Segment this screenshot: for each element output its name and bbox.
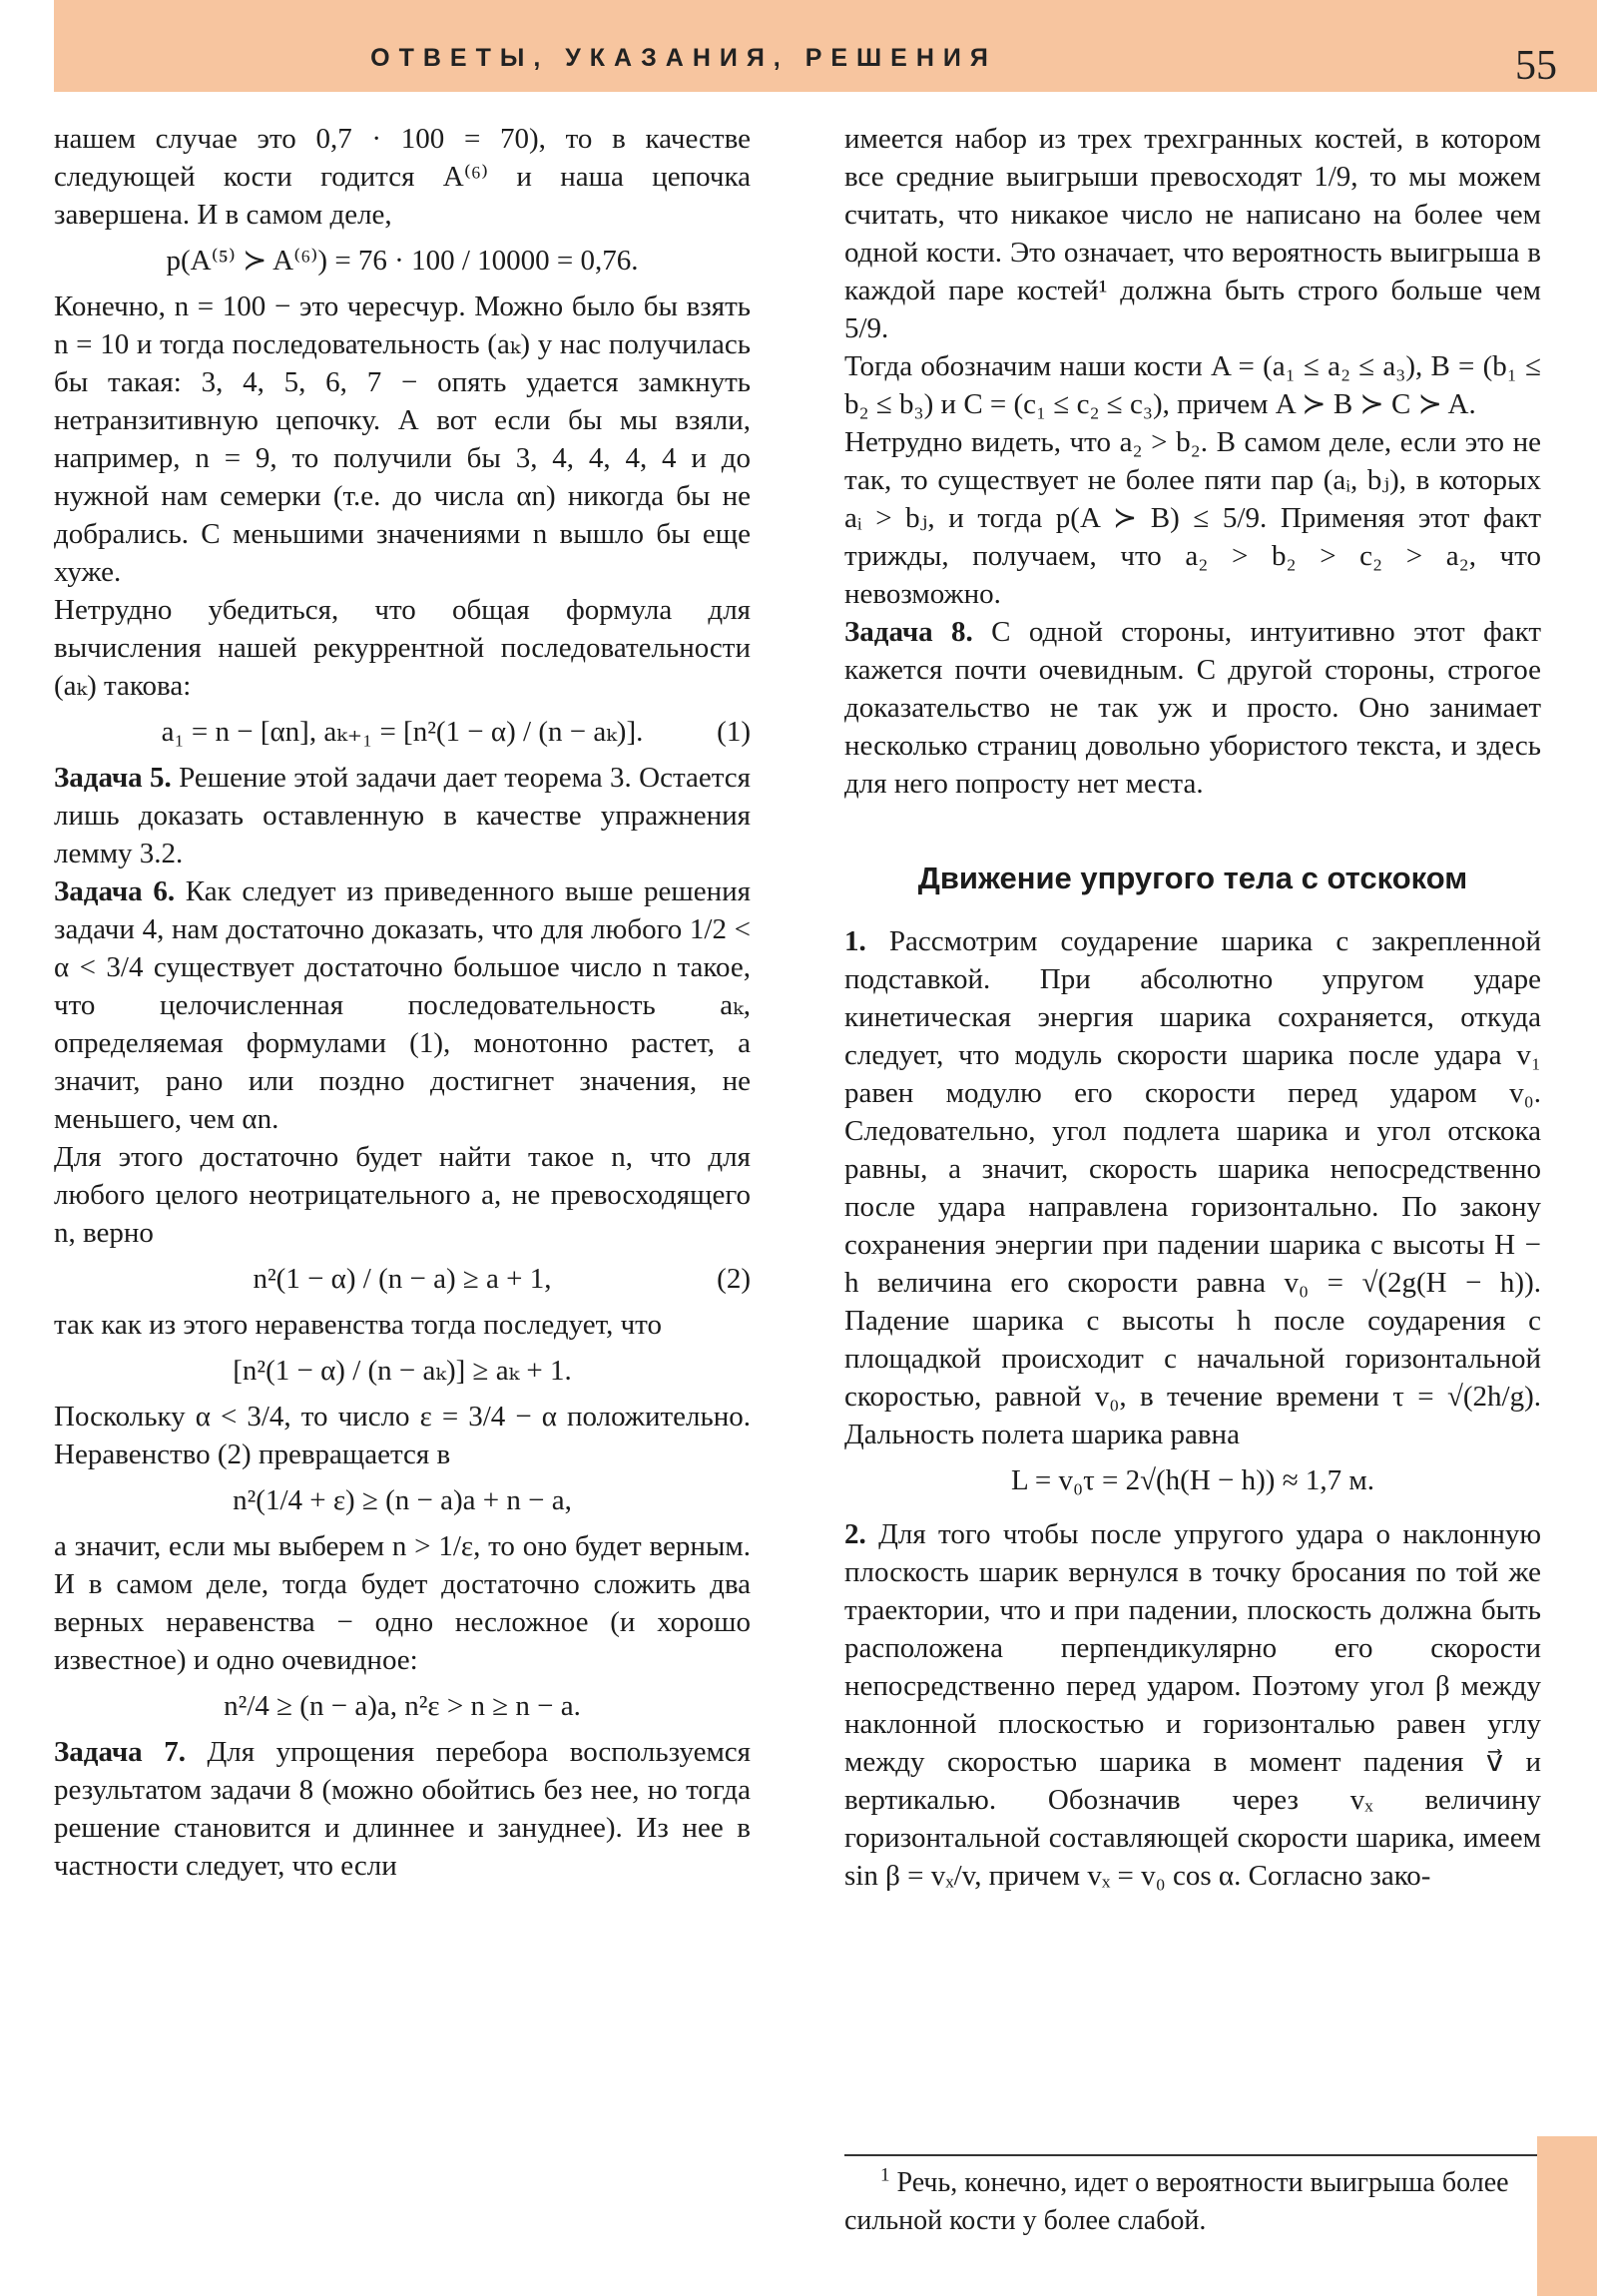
formula-4 [54,1481,751,1519]
formula-2-number: (2) [717,1263,751,1295]
formula-2-text: n²(1 − α) / (n − a) ≥ a + 1, [253,1263,552,1295]
footnote-mark: 1 [880,2164,890,2186]
task-8-label: Задача 8. [844,616,973,648]
left-paragraph-2: Конечно, n = 100 − это чересчур. Можно было бы взять n = 10 и тогда последовательность (aₖ) у нас получилась бы такая: 3, 4, 5, 6, 7 − опять удается замкнуть нетранзитивную цепочку. А вот если бы мы взяли, например, n = 9, то получили бы 3, 4, 4, 4, 4 и до нужной нам семерки (т.е. до числа αn) никогда бы не добрались. С меньшими значениями n вышло бы еще хуже. [54,290,751,588]
right-paragraph-1: имеется набор из трех трехгранных костей, в котором все средние выигрыши превосходят 1/9, то мы можем считать, что никакое число не написано на более чем одной кости. Это означает, что вероятность выигрыша в каждой паре костей¹ должна быть строго больше чем 5/9. [844,123,1541,344]
formula-probability [54,242,751,280]
task-6 [54,872,751,1138]
task-8 [844,613,1541,803]
left-paragraph-7: а значит, если мы выберем n > 1/ε, то оно будет верным. И в самом деле, тогда будет достаточно сложить два верных неравенства − одно несложное (и хорошо известное) и одно очевидное: [54,1530,751,1676]
solution-1-text: Рассмотрим соударение шарика с закрепленной подставкой. При абсолютно упругом ударе кинетическая энергия шарика сохраняется, откуда следует, что модуль скорости шарика после удара v₁ равен модулю его скорости перед ударом v₀. Следовательно, угол подлета шарика и угол отскока равны, а значит, скорость шарика непосредственно после удара направлена горизонтально. По закону сохранения энергии при падении шарика с высоты H − h величина его скорости равна v₀ = √(2g(H − h)). Падение шарика с высоты h после соударения с площадкой происходит с начальной горизонтальной скоростью, равной v₀, в течение времени τ = √(2h/g). Дальность полета шарика равна [844,925,1541,1450]
right-column [844,120,1541,1895]
task-6-label: Задача 6. [54,875,176,907]
formula-5 [54,1687,751,1725]
left-paragraph-1: нашем случае это 0,7 · 100 = 70), то в качестве следующей кости годится A⁽⁶⁾ и наша цепочка завершена. И в самом деле, [54,123,751,231]
formula-1 [54,713,751,751]
right-paragraph-3: Нетрудно видеть, что a₂ > b₂. В самом деле, если это не так, то существует не более пяти пар (aᵢ, bⱼ), в которых aᵢ > bⱼ, и тогда p(A ≻ B) ≤ 5/9. Применяя этот факт трижды, получаем, что a₂ > b₂ > c₂ > a₂, что невозможно. [844,426,1541,610]
task-6-text: Как следует из приведенного выше решения задачи 4, нам достаточно доказать, что для любого 1/2 < α < 3/4 существует достаточно большое число n такое, что целочисленная последовательность aₖ, определяемая формулами (1), монотонно растет, а значит, рано или поздно достигнет значения, не меньшего, чем αn. [54,875,751,1135]
task-8-text: С одной стороны, интуитивно этот факт кажется почти очевидным. С другой стороны, строгое доказательство не так уж и просто. Оно занимает несколько страниц довольно убористого текста, и здесь для него попросту нет места. [844,616,1542,800]
running-title: ОТВЕТЫ, УКАЗАНИЯ, РЕШЕНИЯ [370,44,997,72]
task-7-text: Для упрощения перебора воспользуемся результатом задачи 8 (можно обойтись без нее, но тогда решение становится и длиннее и зануднее). Из нее в частности следует, что если [54,1736,752,1882]
formula-3 [54,1352,751,1390]
left-paragraph-6: Поскольку α < 3/4, то число ε = 3/4 − α положительно. Неравенство (2) превращается в [54,1401,751,1470]
formula-distance [844,1461,1541,1499]
solution-1-label: 1. [844,925,866,957]
formula-1-text: a₁ = n − [αn], aₖ₊₁ = [n²(1 − α) / (n − aₖ)]. [161,716,644,748]
left-paragraph-4: Для этого достаточно будет найти такое n, что для любого целого неотрицательного a, не превосходящего n, верно [54,1141,751,1249]
task-5 [54,759,751,872]
formula-probability-text: p(A⁽⁵⁾ ≻ A⁽⁶⁾) = 76 · 100 / 10000 = 0,76. [166,245,639,277]
formula-2 [54,1260,751,1298]
task-7 [54,1733,751,1885]
footnote-rule [844,2154,1541,2156]
section-heading: Движение упругого тела с отскоком [917,861,1468,895]
formula-5-text: n²/4 ≥ (n − a)a, n²ε > n ≥ n − a. [224,1690,581,1722]
footnote [844,2164,1541,2240]
formula-4-text: n²(1/4 + ε) ≥ (n − a)a + n − a, [233,1484,572,1516]
footnote-text: Речь, конечно, идет о вероятности выигрыша более сильной кости у более слабой. [844,2167,1509,2236]
formula-3-text: [n²(1 − α) / (n − aₖ)] ≥ aₖ + 1. [233,1355,572,1387]
left-column [54,120,751,1885]
page-number: 55 [1515,43,1557,89]
left-paragraph-3: Нетрудно убедиться, что общая формула для вычисления нашей рекуррентной последовательности (aₖ) такова: [54,594,751,702]
solution-2-text: Для того чтобы после упругого удара о наклонную плоскость шарик вернулся в точку бросания по той же траектории, что и при падении, плоскость должна быть расположена перпендикулярно его скорости непосредственно перед ударом. Поэтому угол β между наклонной плоскостью и горизонталью равен углу между скоростью шарика в момент падения v⃗ и вертикалью. Обозначив через vₓ величину горизонтальной составляющей скорости шарика, имеем sin β = vₓ/v, причем vₓ = v₀ cos α. Согласно зако- [844,1518,1542,1892]
solution-2-label: 2. [844,1518,866,1550]
right-paragraph-2: Тогда обозначим наши кости A = (a₁ ≤ a₂ ≤ a₃), B = (b₁ ≤ b₂ ≤ b₃) и C = (c₁ ≤ c₂ ≤ c₃), причем A ≻ B ≻ C ≻ A. [844,350,1541,420]
side-tab [1537,2136,1597,2296]
formula-1-number: (1) [717,716,751,748]
solution-1 [844,922,1541,1453]
solution-2 [844,1515,1541,1895]
formula-distance-text: L = v₀τ = 2√(h(H − h)) ≈ 1,7 м. [1011,1464,1374,1496]
task-5-text: Решение этой задачи дает теорема 3. Остается лишь доказать оставленную в качестве упражнения лемму 3.2. [54,762,751,869]
task-7-label: Задача 7. [54,1736,186,1768]
left-paragraph-5: так как из этого неравенства тогда последует, что [54,1309,662,1341]
task-5-label: Задача 5. [54,762,172,794]
